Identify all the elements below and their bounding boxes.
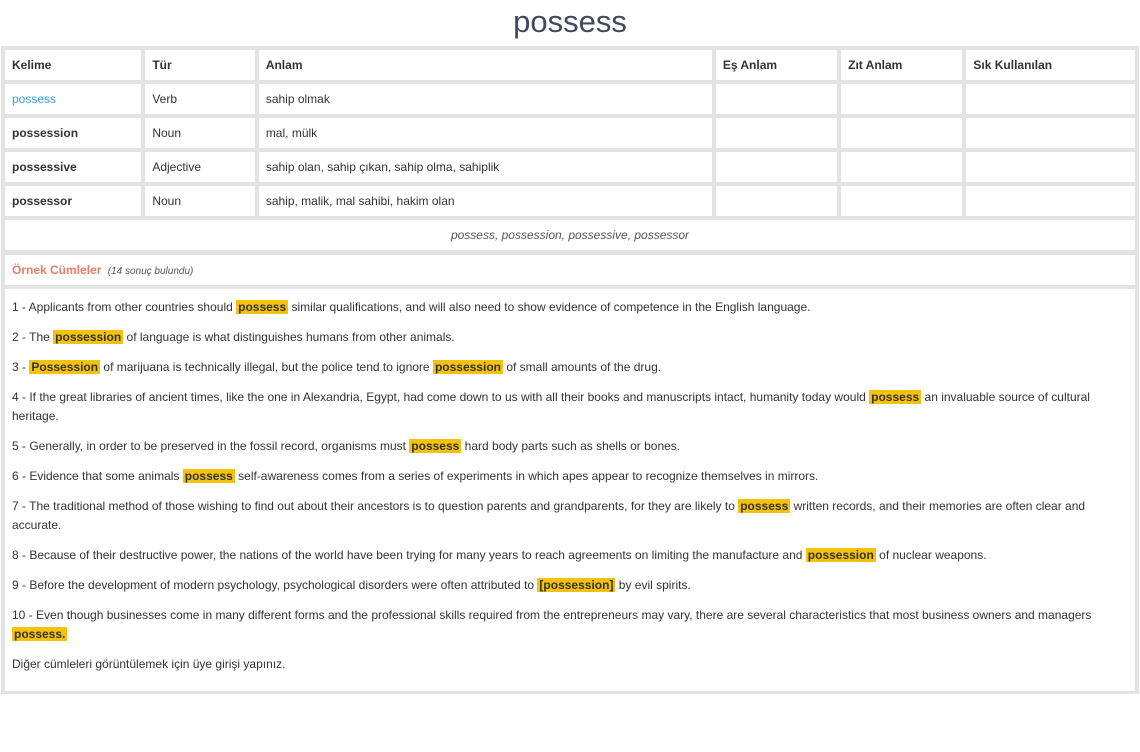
word-type: Noun xyxy=(145,118,254,148)
table-row xyxy=(5,84,1135,114)
keyword-highlight: possess xyxy=(740,499,789,513)
table-header-row xyxy=(5,50,1135,80)
example-sentence: 5 - Generally, in order to be preserved in the fossil record, organisms must possess hard body parts such as shells or bones. xyxy=(12,439,681,453)
keyword-highlight: possession xyxy=(55,330,122,344)
keyword-highlight: possess. xyxy=(14,627,66,641)
header-type: Tür xyxy=(145,50,254,80)
examples-count: (14 sonuç bulundu) xyxy=(107,266,194,277)
keyword-highlight: Possession xyxy=(31,360,99,374)
dictionary-panel xyxy=(1,46,1139,694)
header-meaning: Anlam xyxy=(259,50,712,80)
word-frequent xyxy=(966,84,1135,114)
examples-header xyxy=(5,255,1135,285)
word-synonym xyxy=(716,152,837,182)
related-words-row xyxy=(5,220,1135,250)
keyword-highlight: possess xyxy=(871,390,920,404)
example-sentence: 1 - Applicants from other countries should possess similar qualifications, and will also need to show evidence of competence in the English language. xyxy=(12,300,811,314)
keyword-highlight: possession xyxy=(807,548,874,562)
word-link-possessor[interactable]: possessor xyxy=(5,186,141,216)
header-frequent: Sık Kullanılan xyxy=(966,50,1135,80)
keyword-highlight: possession xyxy=(434,360,501,374)
keyword-highlight: [possession] xyxy=(539,578,614,592)
table-row xyxy=(5,118,1135,148)
word-antonym xyxy=(841,118,962,148)
keyword-highlight: possess xyxy=(238,300,287,314)
word-synonym xyxy=(716,84,837,114)
keyword-highlight: possess xyxy=(184,469,233,483)
example-sentence: 7 - The traditional method of those wishing to find out about their ancestors is to question parents and grandparents, for they are likely to possess written records, and their memories are often clear and accurate. xyxy=(12,499,1086,532)
word-antonym xyxy=(841,186,962,216)
table-row xyxy=(5,186,1135,216)
examples-label: Örnek Cümleler xyxy=(12,263,102,277)
table-row xyxy=(5,152,1135,182)
word-type: Verb xyxy=(145,84,254,114)
word-link-possession[interactable]: possession xyxy=(5,118,141,148)
word-meaning: sahip olan, sahip çıkan, sahip olma, sahiplik xyxy=(259,152,712,182)
example-sentence: 9 - Before the development of modern psychology, psychological disorders were often attributed to [possession] by evil spirits. xyxy=(12,578,691,592)
header-antonym: Zıt Anlam xyxy=(841,50,962,80)
word-antonym xyxy=(841,84,962,114)
word-type: Noun xyxy=(145,186,254,216)
example-sentence: 10 - Even though businesses come in many different forms and the professional skills required from the entrepreneurs may vary, there are several characteristics that most business owners and managers possess. xyxy=(12,608,1092,641)
word-type: Adjective xyxy=(145,152,254,182)
example-sentence: 6 - Evidence that some animals possess self-awareness comes from a series of experiments in which apes appear to recognize themselves in mirrors. xyxy=(12,469,819,483)
example-sentence: 3 - Possession of marijuana is technically illegal, but the police tend to ignore possession of small amounts of the drug. xyxy=(12,360,662,374)
page-title: possess xyxy=(513,4,627,39)
login-prompt[interactable]: Diğer cümleleri görüntülemek için üye girişi yapınız. xyxy=(12,657,286,671)
example-sentence: 8 - Because of their destructive power, the nations of the world have been trying for many years to reach agreements on limiting the manufacture and possession of nuclear weapons. xyxy=(12,548,987,562)
related-words: possess, possession, possessive, possessor xyxy=(5,220,1135,250)
example-sentence: 2 - The possession of language is what distinguishes humans from other animals. xyxy=(12,330,455,344)
word-meaning: mal, mülk xyxy=(259,118,712,148)
word-link-possessive[interactable]: possessive xyxy=(5,152,141,182)
word-synonym xyxy=(716,118,837,148)
word-antonym xyxy=(841,152,962,182)
header-word: Kelime xyxy=(5,50,141,80)
word-meaning: sahip, malik, mal sahibi, hakim olan xyxy=(259,186,712,216)
word-forms-table xyxy=(1,46,1139,254)
keyword-highlight: possess xyxy=(411,439,460,453)
header-synonym: Eş Anlam xyxy=(716,50,837,80)
word-frequent xyxy=(966,186,1135,216)
example-sentences xyxy=(5,289,1135,691)
word-link-possess[interactable]: possess xyxy=(5,84,141,114)
word-synonym xyxy=(716,186,837,216)
example-sentence: 4 - If the great libraries of ancient times, like the one in Alexandria, Egypt, had come down to us with all their books and manuscripts intact, humanity today would possess an invaluable source of cultural heritage. xyxy=(12,390,1090,423)
word-frequent xyxy=(966,118,1135,148)
word-meaning: sahip olmak xyxy=(259,84,712,114)
word-frequent xyxy=(966,152,1135,182)
